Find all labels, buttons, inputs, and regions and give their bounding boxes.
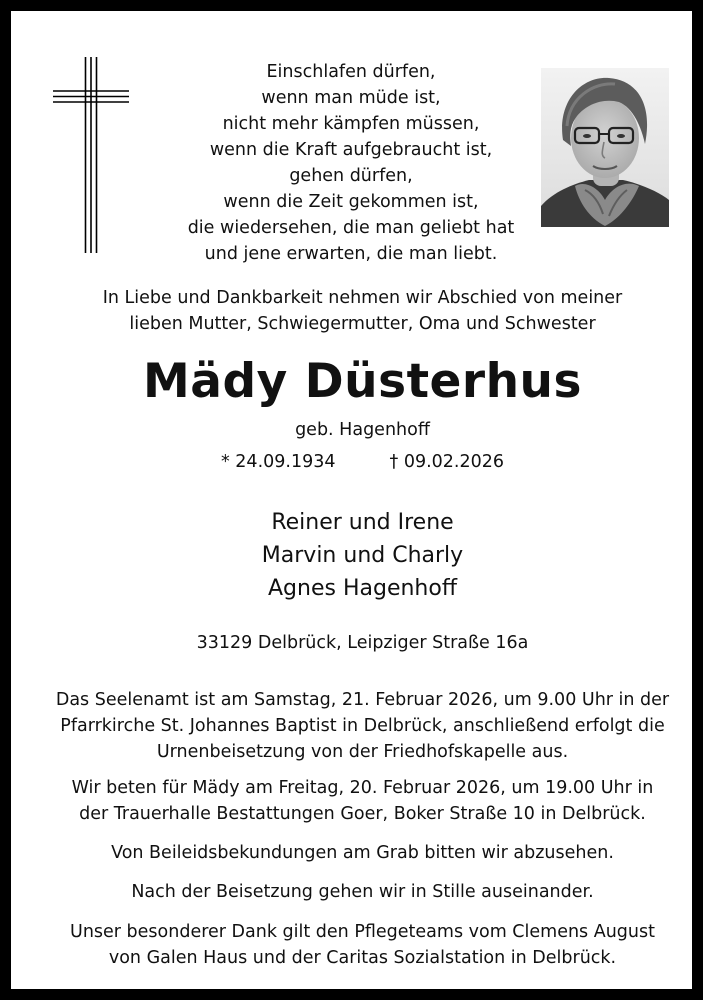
intro-line: In Liebe und Dankbarkeit nehmen wir Abschied von meiner xyxy=(102,288,623,308)
deceased-name: Mädy Düsterhus xyxy=(143,354,582,409)
paragraph-line: Pfarrkirche St. Johannes Baptist in Delbrück, anschließend erfolgt die xyxy=(60,716,665,736)
mourners-list xyxy=(51,506,674,605)
thanks-note xyxy=(51,919,674,971)
cross-icon xyxy=(53,57,129,253)
poem-line: die wiedersehen, die man geliebt hat xyxy=(187,218,515,238)
paragraph-line: Unser besonderer Dank gilt den Pflegeteams vom Clemens August xyxy=(70,922,655,942)
paragraph-line: Urnenbeisetzung von der Friedhofskapelle aus. xyxy=(156,742,569,762)
paragraph-line: Das Seelenamt ist am Samstag, 21. Februar 2026, um 9.00 Uhr in der xyxy=(55,690,670,710)
birth-date: * 24.09.1934 xyxy=(220,452,336,472)
poem-line: wenn man müde ist, xyxy=(261,88,441,108)
intro-text xyxy=(51,285,674,337)
portrait-photo xyxy=(541,68,669,227)
mourner: Marvin und Charly xyxy=(261,543,464,568)
portrait-image xyxy=(541,68,669,227)
paragraph-line: Wir beten für Mädy am Freitag, 20. Februar 2026, um 19.00 Uhr in xyxy=(71,778,654,798)
silence-note xyxy=(51,879,674,905)
poem-line: und jene erwarten, die man liebt. xyxy=(204,244,498,264)
address: 33129 Delbrück, Leipziger Straße 16a xyxy=(196,633,529,653)
poem-line: wenn die Kraft aufgebraucht ist, xyxy=(209,140,493,160)
condolence-note xyxy=(51,840,674,866)
poem-line: nicht mehr kämpfen müssen, xyxy=(222,114,480,134)
poem-line: Einschlafen dürfen, xyxy=(266,62,436,82)
poem xyxy=(151,59,551,267)
death-date: † 09.02.2026 xyxy=(389,452,505,472)
poem-line: gehen dürfen, xyxy=(289,166,413,186)
poem-line: wenn die Zeit gekommen ist, xyxy=(223,192,479,212)
mourner: Agnes Hagenhoff xyxy=(268,576,457,601)
paragraph-line: von Galen Haus und der Caritas Sozialstation in Delbrück. xyxy=(108,948,617,968)
maiden-name: geb. Hagenhoff xyxy=(295,420,430,440)
paragraph-line: Von Beileidsbekundungen am Grab bitten wir abzusehen. xyxy=(111,843,614,863)
paragraph-line: der Trauerhalle Bestattungen Goer, Boker Straße 10 in Delbrück. xyxy=(79,804,646,824)
mourner: Reiner und Irene xyxy=(271,510,454,535)
paragraph-line: Nach der Beisetzung gehen wir in Stille auseinander. xyxy=(131,882,594,902)
prayer-info xyxy=(51,775,674,827)
funeral-mass-info xyxy=(51,687,674,765)
life-dates xyxy=(51,450,674,474)
intro-line: lieben Mutter, Schwiegermutter, Oma und Schwester xyxy=(129,314,596,334)
